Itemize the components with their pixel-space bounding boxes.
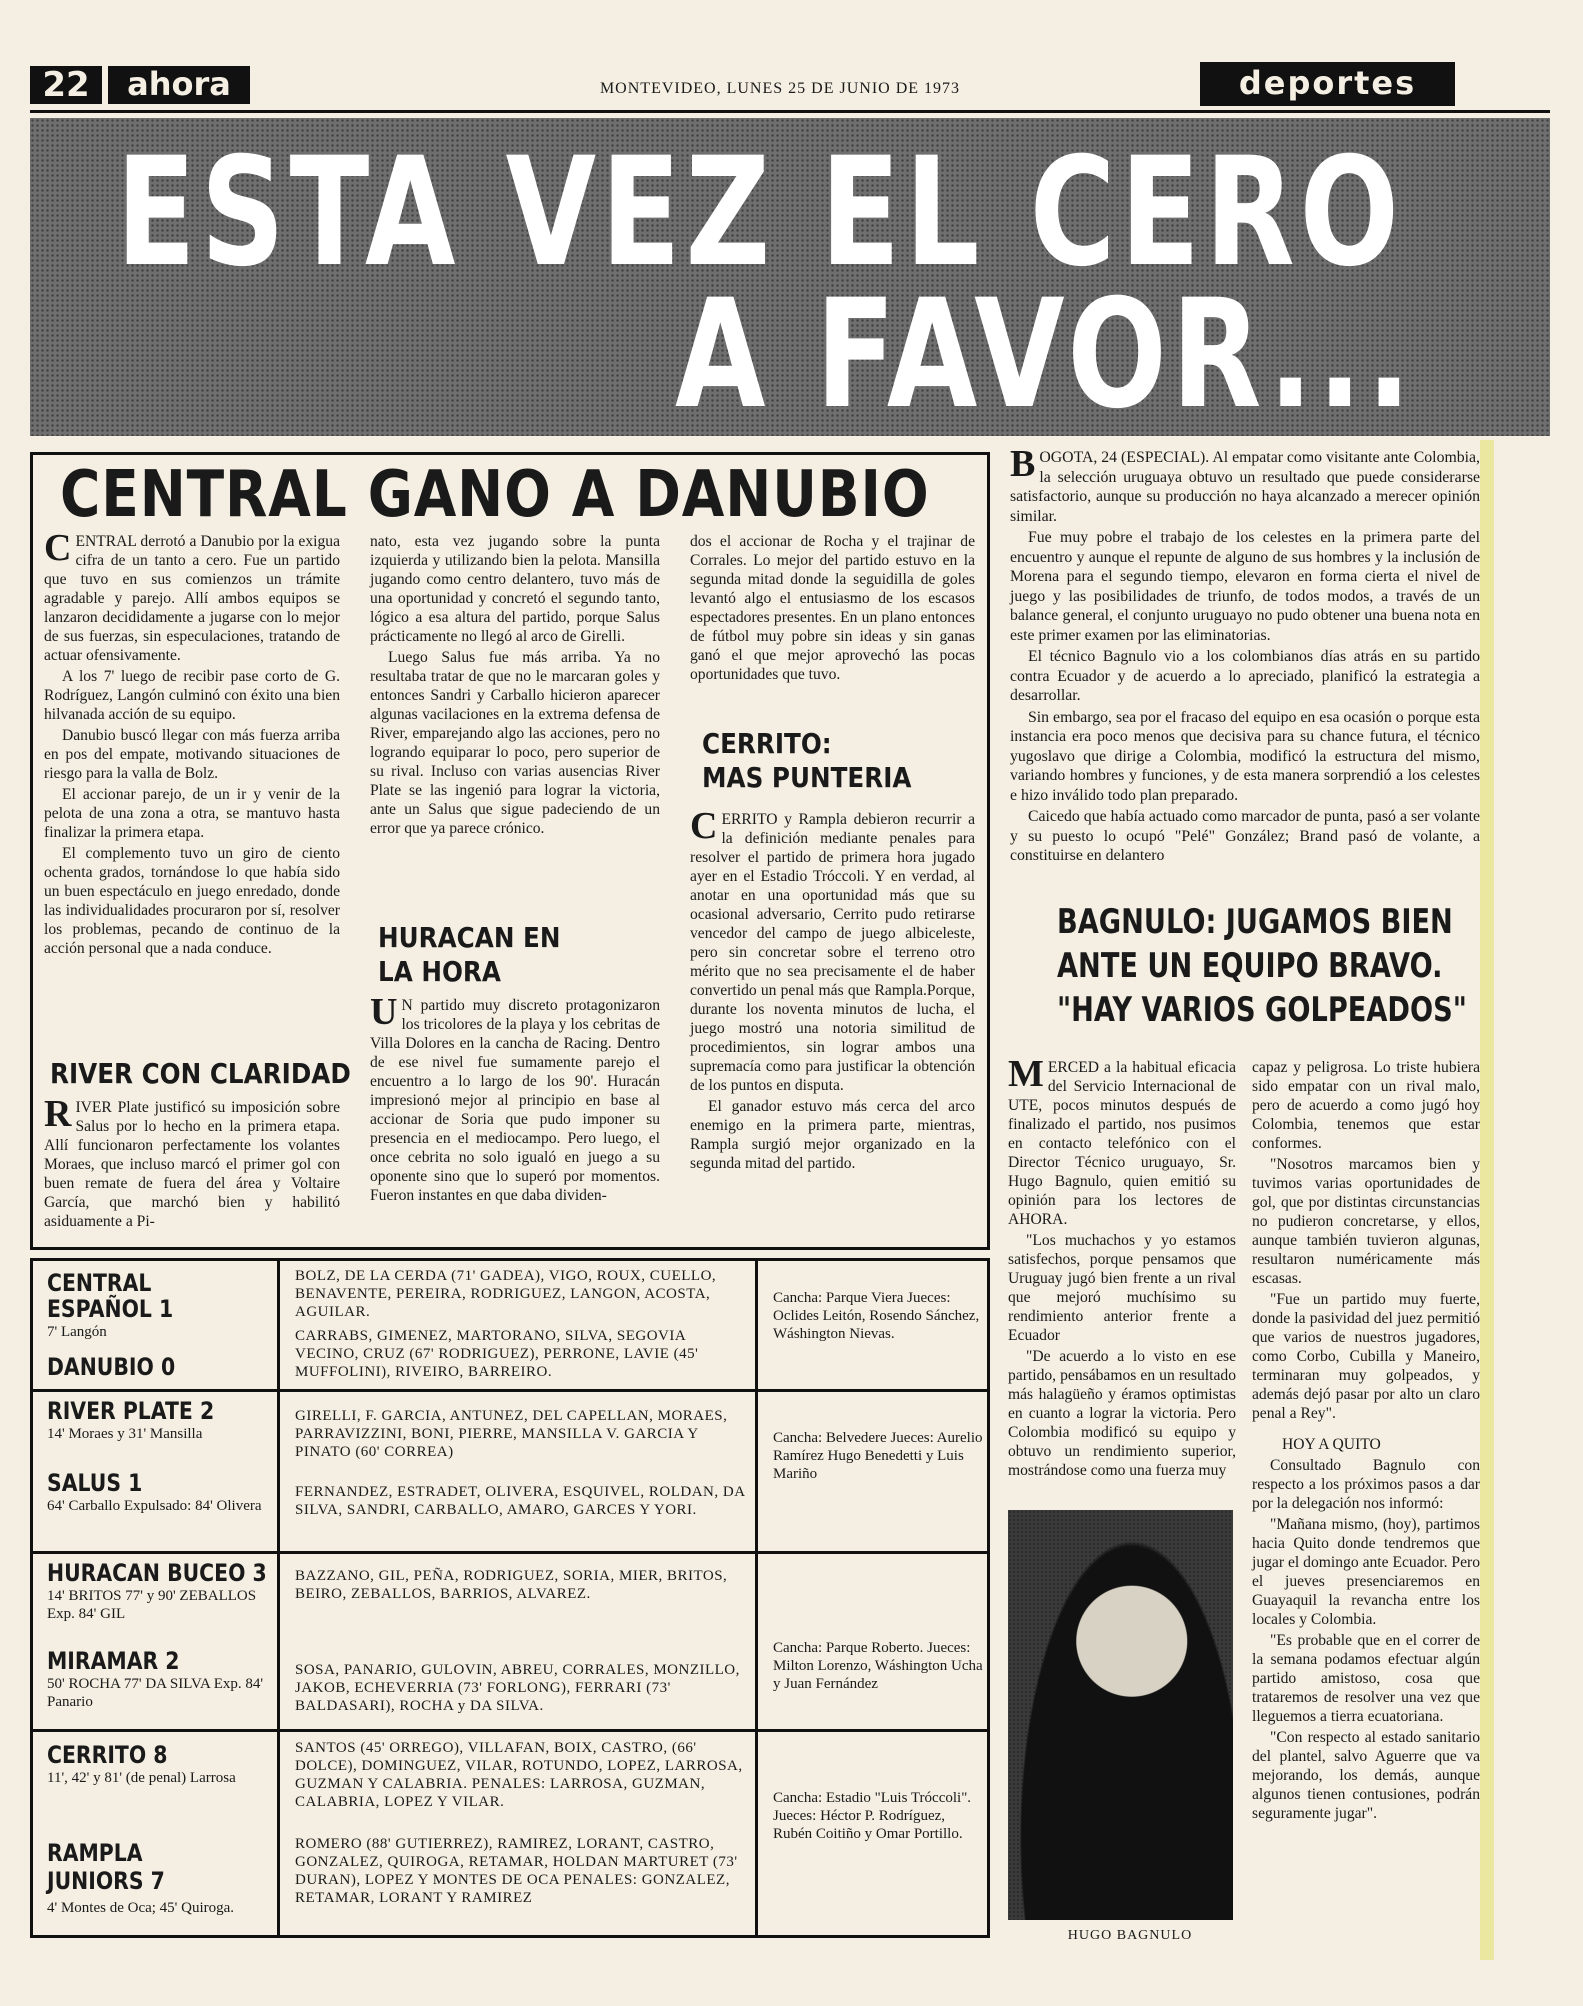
team-name: SALUS 1 <box>47 1469 143 1497</box>
central-column-2 <box>370 532 660 840</box>
drop-cap: R <box>44 1093 72 1135</box>
paragraph: BOGOTA, 24 (ESPECIAL). Al empatar como visitante ante Colombia, la selección uruguaya obtuvo un resultado que puede considerarse satisfactorio, aunque su producción no haya alcanzado a merecer opinión similar. <box>1010 443 1480 525</box>
bagnulo-headline-line-1: BAGNULO: JUGAMOS BIEN <box>1057 902 1453 942</box>
paragraph: El complemento tuvo un giro de ciento ochenta grados, tornándose lo que había sido un buen espectáculo en juego enredado, donde las individualidades procuraron por sí, resolver los problemas, pecando de continuo de la acción personal que a nada conduce. <box>44 845 340 957</box>
central-headline: CENTRAL GANO A DANUBIO <box>60 458 930 532</box>
paragraph: CENTRAL derrotó a Danubio por la exigua cifra de un tanto a cero. Fue un partido que tuvo en sus comienzos un trámite agradable y parejo. Allí ambos equipos se lanzaron decididamente a jugarse con lo mejor de sus fuerzas, sin especulaciones, tratando de actuar ofensivamente. <box>44 527 340 664</box>
results-table <box>30 1258 990 1938</box>
bogota-article <box>1010 443 1480 868</box>
quito-subhead: HOY A QUITO <box>1282 1436 1381 1453</box>
team-name: RIVER PLATE 2 <box>47 1397 215 1425</box>
lineup: FERNANDEZ, ESTRADET, OLIVERA, ESQUIVEL, ROLDAN, DA SILVA, SANDRI, CARBALLO, AMARO, GARCES Y YORI. <box>295 1484 745 1518</box>
lineup: GIRELLI, F. GARCIA, ANTUNEZ, DEL CAPELLAN, MORAES, PARRAVIZZINI, BONI, PIERRE, MANSILLA V. GARCIA Y PINATO (60' CORREA) <box>295 1408 728 1460</box>
scorers: 11', 42' y 81' (de penal) Larrosa <box>47 1770 236 1786</box>
drop-cap: C <box>44 527 72 569</box>
lineup: SOSA, PANARIO, GULOVIN, ABREU, CORRALES, MONZILLO, JAKOB, ECHEVERRIA (73' FORLONG), FERRARI (73' BALDASARI), ROCHA y DA SILVA. <box>295 1662 740 1714</box>
bagnulo-headline-line-3: "HAY VARIOS GOLPEADOS" <box>1057 990 1467 1030</box>
cerrito-text <box>690 805 975 1175</box>
table-row <box>33 1729 987 1935</box>
paragraph: U N partido muy discreto protagonizaron los tricolores de la playa y los cebritas de Villa Dolores en la cancha de Racing. Dentro de ese nivel fue sumamente parejo el encuentro a lo largo de los 90'. Huracán impresionó mejor al principio en base al accionar de Soria que pudo imponer su presencia en el mediocampo. Pero luego, el once cebrita no solo igualó en juego a su oponente sino que lo superó por momentos. Fueron instantes en que daba dividen- <box>370 991 660 1204</box>
dateline: MONTEVIDEO, LUNES 25 DE JUNIO DE 1973 <box>599 80 961 97</box>
paragraph: "Con respecto al estado sanitario del plantel, salvo Aguerre que va mejorando, los demás, aunque algunos tienen contusiones, podrán seguramente jugar". <box>1252 1729 1480 1822</box>
river-text <box>44 1093 340 1233</box>
banner-headline <box>30 118 1550 436</box>
bagnulo-headline-line-2: ANTE UN EQUIPO BRAVO. <box>1057 946 1443 986</box>
huracan-subhead-1: HURACAN EN <box>378 921 561 954</box>
banner-line-1: ESTA VEZ EL CERO <box>116 126 1404 300</box>
lineup: CARRABS, GIMENEZ, MARTORANO, SILVA, SEGOVIA VECINO, CRUZ (67' RODRIGUEZ), PERRONE, LAVIE (45' MUFFOLINI), RIVEIRO, BARREIRO. <box>295 1328 699 1380</box>
drop-cap: M <box>1008 1053 1044 1095</box>
central-column-1 <box>44 527 340 960</box>
table-row <box>33 1389 987 1554</box>
paragraph: dos el accionar de Rocha y el trajinar de Corrales. Lo mejor del partido estuvo en la segunda mitad donde la seguidilla de goles levantó algo el entusiasmo de los escasos espectadores presentes. En un plano entonces de fútbol muy pobre sin ideas y sin ganas ganó el que mejor aprovechó las pocas oportunidades que tuvo. <box>690 533 975 683</box>
venue-info: Cancha: Parque Viera Jueces: Oclides Leitón, Rosendo Sánchez, Wáshington Nievas. <box>773 1290 980 1342</box>
cerrito-subhead-2: MAS PUNTERIA <box>702 761 912 794</box>
paragraph: A los 7' luego de recibir pase corto de G. Rodríguez, Langón culminó con éxito una bien hilvanada acción de su equipo. <box>44 668 340 723</box>
page-number: 22 <box>30 66 102 104</box>
paragraph: Fue muy pobre el trabajo de los celestes en la primera parte del encuentro y aunque el repunte de alguno de sus hombres y la inclusión de Morena para el segundo tiempo, elevaron en forma cierta el nivel de juego y las posibilidades de triunfo, de todos modos, a través de un balance general, el conjunto uruguayo no pudo obtener una buena nota en este primer examen por las eliminatorias. <box>1010 529 1480 644</box>
drop-cap: C <box>690 805 718 847</box>
team-name: DANUBIO 0 <box>47 1353 176 1381</box>
venue-info: Cancha: Belvedere Jueces: Aurelio Ramírez Hugo Benedetti y Luis Mariño <box>773 1430 983 1482</box>
paragraph: Sin embargo, sea por el fracaso del equipo en esa ocasión o porque esta instancia era poco menos que decisiva para su chance futura, el técnico yugoslavo que dirige a Colombia, modificó la estructura del mismo, variando hombres y funciones, y de esta manera sorprendió a los celestes e hizo inválido todo plan preparado. <box>1010 708 1480 804</box>
team-name: MIRAMAR 2 <box>47 1647 180 1675</box>
table-row <box>33 1551 987 1732</box>
lineup: SANTOS (45' ORREGO), VILLAFAN, BOIX, CASTRO, (66' DOLCE), DOMINGUEZ, VILAR, ROTUNDO, LOPEZ, LARROSA, GUZMAN Y CALABRIA. PENALES: LARROSA, GUZMAN, CALABRIA, LOPEZ Y VILAR. <box>295 1740 743 1810</box>
paragraph: CERRITO y Rampla debieron recurrir a la definición mediante penales para resolver el partido de primera hora jugado ayer en el Estadio Tróccoli. Y en verdad, al anotar en una oportunidad más que su ocasional adversario, Cerrito pudo retirarse vencedor del campo de juego albiceleste, pero sin concretar sobre el terreno otro mérito que no sea precisamente el de haber convertido un penal más que Rampla.Porque, durante los noventa minutos de lucha, el juego mostró una notoria similitud de procedimientos, sin lograr ambos una supremacía como para justificar la obtención de los puntos en disputa. <box>690 805 975 1094</box>
paragraph: RIVER Plate justificó su imposición sobre Salus por lo hecho en la primera etapa. Allí funcionaron perfectamente los volantes Moraes, que incluso marcó el primer gol con buen remate de fuera del área y Voltaire García, que marchó bien y habilitó asiduamente a Pi- <box>44 1093 340 1230</box>
lineup: BAZZANO, GIL, PEÑA, RODRIGUEZ, SORIA, MIER, BRITOS, BEIRO, ZEBALLOS, BARRIOS, ALVAREZ. <box>295 1568 728 1602</box>
margin-bar <box>1480 440 1494 1960</box>
paragraph: Danubio buscó llegar con más fuerza arriba en pos del empate, motivando situaciones de riesgo para la valla de Bolz. <box>44 727 340 782</box>
lineup: ROMERO (88' GUTIERREZ), RAMIREZ, LORANT, CASTRO, GONZALEZ, QUIROGA, RETAMAR, HOLDAN MARTURET (73' DURAN), LOPEZ Y MONTES DE OCA PENALES: GONZALEZ, RETAMAR, LORANT Y RAMIREZ <box>295 1836 738 1906</box>
team-name: ESPAÑOL 1 <box>47 1295 174 1323</box>
team-name: CERRITO 8 <box>47 1741 168 1769</box>
huracan-subhead-2: LA HORA <box>378 955 501 988</box>
paragraph: "De acuerdo a lo visto en ese partido, pensábamos en un resultado más halagüeño y éramos optimistas en cuanto a lograr la victoria. Pero Colombia modificó su equipo y obtuvo un rendimiento superior, mostrándose como una fuerza muy <box>1008 1348 1236 1479</box>
section-label: deportes <box>1200 62 1455 106</box>
drop-cap: U <box>370 991 398 1033</box>
river-subhead: RIVER CON CLARIDAD <box>50 1057 351 1090</box>
table-row <box>33 1261 987 1392</box>
scorers: 64' Carballo Expulsado: 84' Olivera <box>47 1498 262 1514</box>
paragraph: "Nosotros marcamos bien y tuvimos varias oportunidades de gol, que por distintas circunstancias no pudieron concretarse, y ellos, aunque también tuvieron algunas, resultaron numéricamente más escasas. <box>1252 1156 1480 1287</box>
lineup: BOLZ, DE LA CERDA (71' GADEA), VIGO, ROUX, CUELLO, BENAVENTE, PEREIRA, RODRIGUEZ, LANGON, ACOSTA, AGUILAR. <box>295 1268 717 1320</box>
drop-cap: B <box>1010 443 1036 485</box>
bagnulo-column-2 <box>1252 1058 1480 1825</box>
photo-caption: HUGO BAGNULO <box>1067 1928 1193 1943</box>
scorers: 14' Moraes y 31' Mansilla <box>47 1426 203 1442</box>
cerrito-subhead-1: CERRITO: <box>702 727 832 760</box>
paragraph: nato, esta vez jugando sobre la punta izquierda y utilizando bien la pelota. Mansilla jugando como centro delantero, tuvo más de una oportunidad y concretó el segundo tanto, lógico a esa altura del partido, porque Salus prácticamente no llegó al arco de Girelli. <box>370 533 660 645</box>
paragraph: capaz y peligrosa. Lo triste hubiera sido empatar con un rival malo, pero de acuerdo a como jugó hoy Colombia, tenemos que estar conformes. <box>1252 1059 1480 1152</box>
venue-info: Cancha: Parque Roberto. Jueces: Milton Lorenzo, Wáshington Ucha y Juan Fernández <box>773 1640 983 1692</box>
team-name: HURACAN BUCEO 3 <box>47 1559 267 1587</box>
paragraph: "Fue un partido muy fuerte, donde la pasividad del juez permitió que varios de nuestros jugadores, como Corbo, Cubilla y Maneiro, terminaran muy golpeados, y además dejó pasar por alto un claro penal a Rey". <box>1252 1291 1480 1422</box>
scorers: 14' BRITOS 77' y 90' ZEBALLOS Exp. 84' GIL <box>47 1588 257 1622</box>
central-column-3 <box>690 532 975 686</box>
paragraph: Caicedo que había actuado como marcador de punta, pasó a ser volante y su puesto lo ocupó "Pelé" González; Brand pasó de volante, a constituirse en delantero <box>1010 808 1480 864</box>
paragraph: El ganador estuvo más cerca del arco enemigo en la primera parte, mientras, Rampla surgió mejor organizado en la segunda mitad del partido. <box>690 1098 975 1172</box>
header-rule <box>30 110 1550 113</box>
scorers: 7' Langón <box>47 1324 107 1340</box>
scorers: 50' ROCHA 77' DA SILVA Exp. 84' Panario <box>47 1676 264 1710</box>
scorers: 4' Montes de Oca; 45' Quiroga. <box>47 1900 235 1916</box>
venue-info: Cancha: Estadio "Luis Tróccoli". Jueces: Héctor P. Rodríguez, Rubén Coitiño y Omar Portillo. <box>773 1790 972 1842</box>
paragraph: "Mañana mismo, (hoy), partimos hacia Quito donde tendremos que jugar el domingo ante Ecuador. Pero el jueves presenciaremos en Guayaquil la revancha entre los locales y Colombia. <box>1252 1516 1480 1628</box>
banner-line-2: A FAVOR... <box>675 268 1416 436</box>
huracan-text <box>370 991 660 1207</box>
paragraph: MERCED a la habitual eficacia del Servicio Internacional de UTE, pocos minutos después de finalizado el partido, nos pusimos en contacto telefónico con el Director Técnico uruguayo, Sr. Hugo Bagnulo, quien emitió su opinión para los lectores de AHORA. <box>1008 1053 1236 1228</box>
paragraph: "Es probable que en el correr de la semana podamos efectuar algún partido amistoso, cosa que trataremos de resolver una vez que lleguemos a tierra ecuatoriana. <box>1252 1632 1480 1725</box>
paragraph: Consultado Bagnulo con respecto a los próximos pasos a dar por la delegación nos informó: <box>1252 1457 1480 1512</box>
newspaper-brand: ahora <box>108 66 250 104</box>
paragraph: "Los muchachos y yo estamos satisfechos, porque pensamos que Uruguay jugó bien frente a un rival que mejoró muchísimo su rendimiento anterior frente a Ecuador <box>1008 1232 1236 1344</box>
paragraph: El técnico Bagnulo vio a los colombianos días atrás en su partido contra Ecuador y de acuerdo a lo apreciado, planificó la estrategia a desarrollar. <box>1010 648 1480 704</box>
team-name: CENTRAL <box>47 1269 152 1297</box>
bagnulo-headline <box>1010 900 1480 1032</box>
team-name: RAMPLA JUNIORS 7 <box>47 1839 165 1895</box>
hugo-bagnulo-photo <box>1008 1510 1233 1920</box>
paragraph: El accionar parejo, de un ir y venir de la pelota de una zona a otra, se mantuvo hasta finalizar la primera etapa. <box>44 786 340 841</box>
bagnulo-column-1 <box>1008 1053 1236 1482</box>
paragraph: Luego Salus fue más arriba. Ya no resultaba tratar de que no le marcaran goles y entonces Sandri y Carballo hicieron aparecer algunas vacilaciones en la extrema defensa de River, emparejando algo las acciones, pero no logrando equiparar lo poco, pero superior de su rival. Incluso con varias ausencias River Plate se las ingenió para lograr la victoria, ante un Salus que sigue padeciendo de un error que ya parece crónico. <box>370 649 660 837</box>
